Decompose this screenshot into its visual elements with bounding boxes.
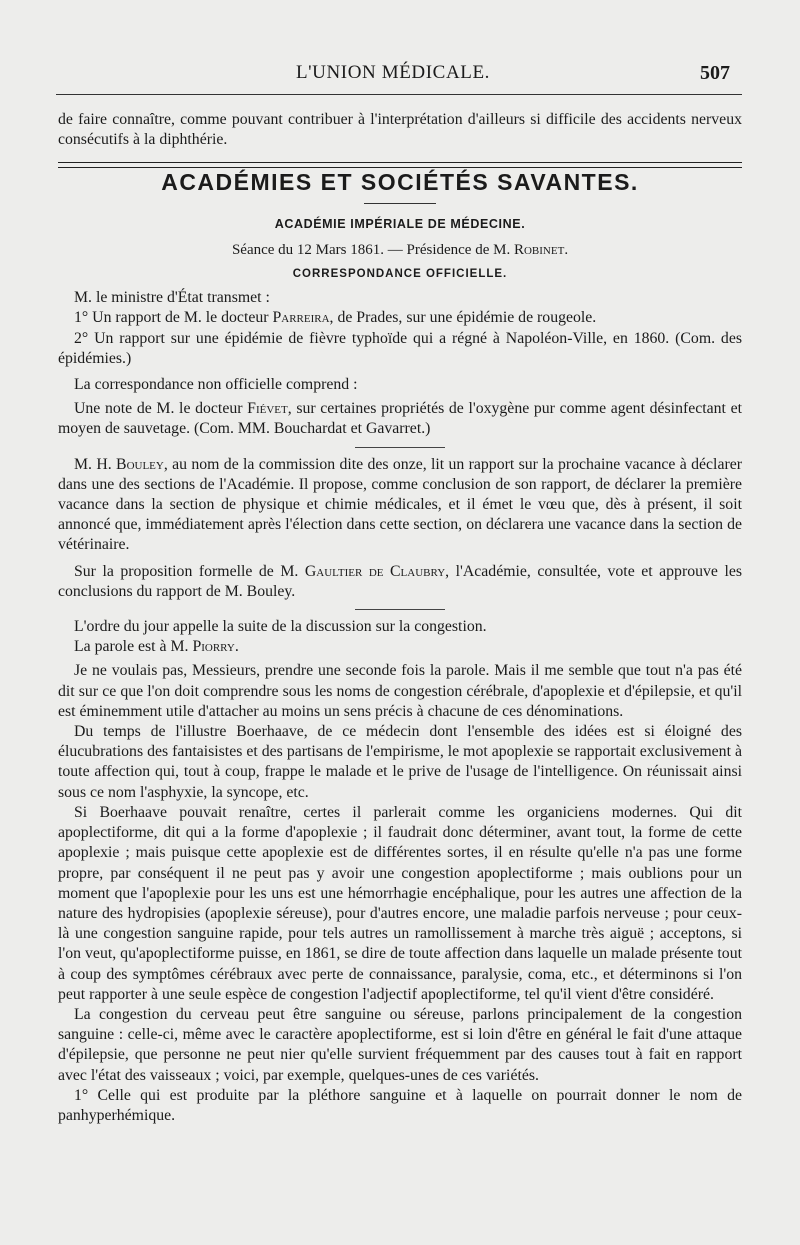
title-underline — [364, 203, 436, 204]
correspondance-heading: CORRESPONDANCE OFFICIELLE. — [292, 268, 508, 281]
section-title: ACADÉMIES ET SOCIÉTÉS SAVANTES. — [161, 169, 639, 196]
seance-suffix: . — [564, 241, 569, 258]
separator-rule-2 — [355, 609, 445, 610]
bouley-name: Bouley — [116, 455, 164, 473]
intro-paragraph: de faire connaître, comme pouvant contribuer à l'interprétation d'ailleurs si difficile des accidents nerveux consécutifs à la diphthérie. — [58, 111, 742, 149]
journal-title: L'UNION MÉDICALE. — [295, 62, 491, 83]
body-paragraph-5: 1° Celle qui est produite par la pléthore sanguine et à laquelle on pourrait donner le nom de panhyperhémique. — [58, 1086, 742, 1124]
header-rule — [56, 94, 742, 95]
proposition-name: Gaultier de Claubry — [304, 562, 446, 580]
page-number: 507 — [700, 62, 730, 84]
item-1-text: 1° Un rapport de M. le docteur — [74, 309, 273, 327]
academy-heading: ACADÉMIE IMPÉRIALE DE MÉDECINE. — [274, 216, 526, 231]
proposition-paragraph — [58, 562, 742, 602]
body-paragraph-3: Si Boerhaave pouvait renaître, certes il parlerait comme les organiciens modernes. Qui dit apoplectiforme, dit qui a la forme d'apoplexie ; il faudrait donc déterminer, avant tout, la forme de cette apoplexie ; mais puisque cette apoplexie est de différentes sortes, il en résulte qu'elle n'a pas une forme propre, par conséquent il ne peut pas y avoir une congestion apoplectiforme ; mais oublions pour un moment que l'apoplexie pour les uns est une hémorrhagie encéphalique, pour les autres une affection de la nature des hydropisies (apoplexie séreuse), pour d'autres encore, une maladie parfois nerveuse ; pour ceux-là une congestion sanguine rapide, pour tels autres un ramollissement à marche très aiguë ; acceptons, si l'on veut, qu'apoplectiforme puisse, en 1861, se dire de toute affection dans laquelle un malade présente tout à coup des symptômes cérébraux avec perte de connaissance, paralysie, coma, etc., et déterminons si l'on peut rapporter à une seule espèce de congestion l'adjectif apoplectiforme, tel qu'il vient d'être considéré. — [58, 803, 742, 1003]
parole-name: Piorry — [192, 638, 235, 656]
proposition-text: Sur la proposition formelle de M. — [74, 562, 305, 580]
page-body — [58, 110, 742, 1126]
ordre-du-jour: L'ordre du jour appelle la suite de la discussion sur la congestion. — [74, 618, 487, 636]
non-officielle-line: La correspondance non officielle comprend : — [74, 376, 358, 394]
body-paragraph-2: Du temps de l'illustre Boerhaave, de ce médecin dont l'ensemble des idées est si éloigné des élucubrations des fantaisistes et des partisans de l'empirisme, le mot apoplexie se rapportait exclusivement à toute affection qui, tout à coup, frappe le malade et le prive de l'usage de l'intelligence. On réunissait ainsi sous ce nom l'asphyxie, la syncope, etc. — [58, 723, 742, 801]
item-1 — [58, 308, 742, 328]
seance-text: Séance du 12 Mars 1861. — Présidence de M. — [231, 241, 514, 258]
section-rule — [58, 162, 742, 168]
separator-rule — [355, 447, 445, 448]
item-1-name: Parreira — [272, 309, 330, 327]
president-name: Robinet — [513, 241, 565, 258]
bouley-paragraph — [58, 455, 742, 556]
bouley-rest: , au nom de la commission dite des onze, lit un rapport sur la prochaine vacance à déclarer dans une des sections de l'Académie. Il propose, comme conclusion de son rapport, de déclarer la première vacance dans la section de physique et chimie médicales, et il émet le vœu que, dès à présent, il soit annoncé que, immédiatement après l'élection dans cette section, on déclarera une vacance dans la section de vétérinaire. — [58, 455, 742, 554]
minister-line: M. le ministre d'État transmet : — [74, 289, 270, 307]
body-paragraph-1: Je ne voulais pas, Messieurs, prendre une seconde fois la parole. Mais il me semble que tout n'a pas été dit sur ce que l'on doit comprendre sous les noms de congestion cérébrale, d'apoplexie et d'épilepsie, et qu'il est éminemment utile d'attacher au moins un sens précis à chacune de ces dénominations. — [58, 662, 742, 720]
parole-text: La parole est à M. — [74, 638, 193, 656]
parole-line — [58, 637, 742, 657]
parole-suffix: . — [234, 638, 239, 656]
proposition-rest: , l'Académie, consultée, vote et approuve les conclusions du rapport de M. Bouley. — [58, 562, 742, 600]
note-name: Fiévet — [247, 400, 288, 418]
item-2: 2° Un rapport sur une épidémie de fièvre typhoïde qui a régné à Napoléon-Ville, en 1860. (Com. des épidémies.) — [58, 329, 742, 367]
running-header — [56, 62, 730, 90]
note-text: Une note de M. le docteur — [74, 400, 248, 418]
note-rest: , sur certaines propriétés de l'oxygène pur comme agent désinfectant et moyen de sauvetage. (Com. MM. Bouchardat et Gavarret.) — [58, 400, 742, 438]
fievet-note — [58, 399, 742, 439]
bouley-text: M. H. — [74, 455, 117, 473]
body-paragraph-4: La congestion du cerveau peut être sanguine ou séreuse, parlons principalement de la congestion sanguine : celle-ci, même avec le caractère apoplectiforme, est si loin d'être en général le fait d'une attaque d'épilepsie, que personne ne peut nier qu'elle survient fréquemment par des causes tout à fait en rapport avec l'état des vaisseaux ; voici, par exemple, quelques-unes de ces variétés. — [58, 1005, 742, 1084]
seance-line — [58, 240, 742, 260]
item-1-rest: , de Prades, sur une épidémie de rougeole. — [329, 309, 597, 327]
